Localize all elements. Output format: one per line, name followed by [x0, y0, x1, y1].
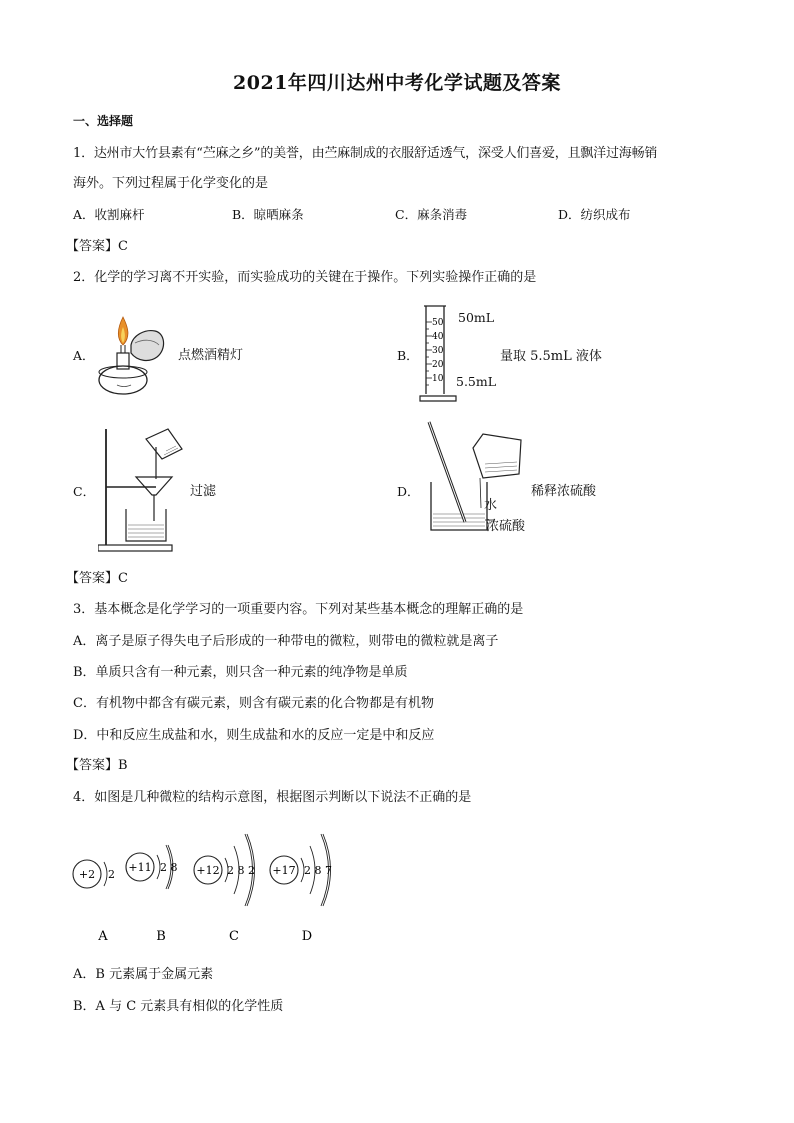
- q2-answer: 【答案】C: [66, 571, 128, 586]
- q4-option-b: B．A 与 C 元素具有相似的化学性质: [73, 999, 284, 1014]
- particle-a-nucleus: +2: [78, 868, 96, 881]
- section-heading: 一、选择题: [73, 114, 134, 128]
- water-label: 水: [484, 498, 498, 513]
- cylinder-tick-20: 20: [432, 360, 444, 370]
- cylinder-tick-40: 40: [432, 332, 444, 342]
- particle-b-nucleus: +11: [128, 861, 152, 874]
- q1-answer: 【答案】C: [66, 239, 128, 254]
- q2-caption-c: 过滤: [190, 484, 217, 499]
- q3-option-c: C．有机物中都含有碳元素，则含有碳元素的化合物都是有机物: [73, 696, 434, 711]
- q3-option-b: B．单质只含有一种元素，则只含一种元素的纯净物是单质: [73, 665, 408, 680]
- page-title: 2021年四川达州中考化学试题及答案: [233, 72, 561, 94]
- particle-a-label: A: [98, 929, 108, 944]
- particle-c-electrons: 2 8 2: [227, 864, 255, 877]
- q1-stem-line2: 海外。下列过程属于化学变化的是: [73, 176, 269, 191]
- cylinder-top-label: 50mL: [458, 310, 495, 325]
- particle-b-electrons: 2 8: [160, 861, 178, 874]
- q2-caption-b: 量取 5.5mL 液体: [500, 349, 602, 364]
- particle-c-nucleus: +12: [196, 864, 220, 877]
- q3-option-a: A．离子是原子得失电子后形成的一种带电的微粒，则带电的微粒就是离子: [73, 634, 499, 649]
- particle-b-label: B: [156, 929, 166, 944]
- q3-answer: 【答案】B: [66, 758, 128, 773]
- q1-option-d: D．纺织成布: [558, 207, 631, 222]
- q2-stem: 2．化学的学习离不开实验，而实验成功的关键在于操作。下列实验操作正确的是: [73, 270, 537, 285]
- filtration-figure: [98, 425, 188, 557]
- q2-option-c-letter: C．: [73, 484, 96, 499]
- q1-option-b: B．晾晒麻条: [232, 207, 304, 222]
- q2-option-d-letter: D．: [397, 484, 420, 499]
- q1-stem-line1: 1．达州市大竹县素有“苎麻之乡”的美誉，由苎麻制成的衣服舒适透气，深受人们喜爱，且飘洋过海畅销: [73, 146, 658, 161]
- q2-option-b-letter: B．: [397, 348, 419, 363]
- cylinder-tick-50: 50: [432, 318, 444, 328]
- q2-caption-a: 点燃酒精灯: [178, 348, 244, 363]
- q3-stem: 3．基本概念是化学学习的一项重要内容。下列对某些基本概念的理解正确的是: [73, 602, 524, 617]
- cylinder-bottom-label: 5.5mL: [456, 374, 497, 389]
- acid-label: 浓硫酸: [486, 519, 526, 534]
- particle-d-nucleus: +17: [272, 864, 296, 877]
- q2-option-a-letter: A．: [73, 348, 95, 363]
- q1-option-c: C．麻条消毒: [395, 207, 468, 222]
- alcohol-lamp-figure: [93, 305, 173, 404]
- q4-stem: 4．如图是几种微粒的结构示意图，根据图示判断以下说法不正确的是: [73, 790, 472, 805]
- particle-a-electrons: 2: [108, 868, 115, 881]
- particle-d-label: D: [301, 929, 313, 944]
- cylinder-tick-10: 10: [432, 374, 444, 384]
- q2-caption-d: 稀释浓硫酸: [531, 484, 597, 499]
- q4-option-a: A．B 元素属于金属元素: [73, 967, 214, 982]
- particle-c-label: C: [229, 929, 239, 944]
- cylinder-tick-30: 30: [432, 346, 444, 356]
- q1-option-a: A．收割麻杆: [73, 207, 145, 222]
- q3-option-d: D．中和反应生成盐和水，则生成盐和水的反应一定是中和反应: [73, 728, 435, 743]
- atomic-structure-figure: [70, 818, 360, 952]
- particle-d-electrons: 2 8 7: [304, 864, 332, 877]
